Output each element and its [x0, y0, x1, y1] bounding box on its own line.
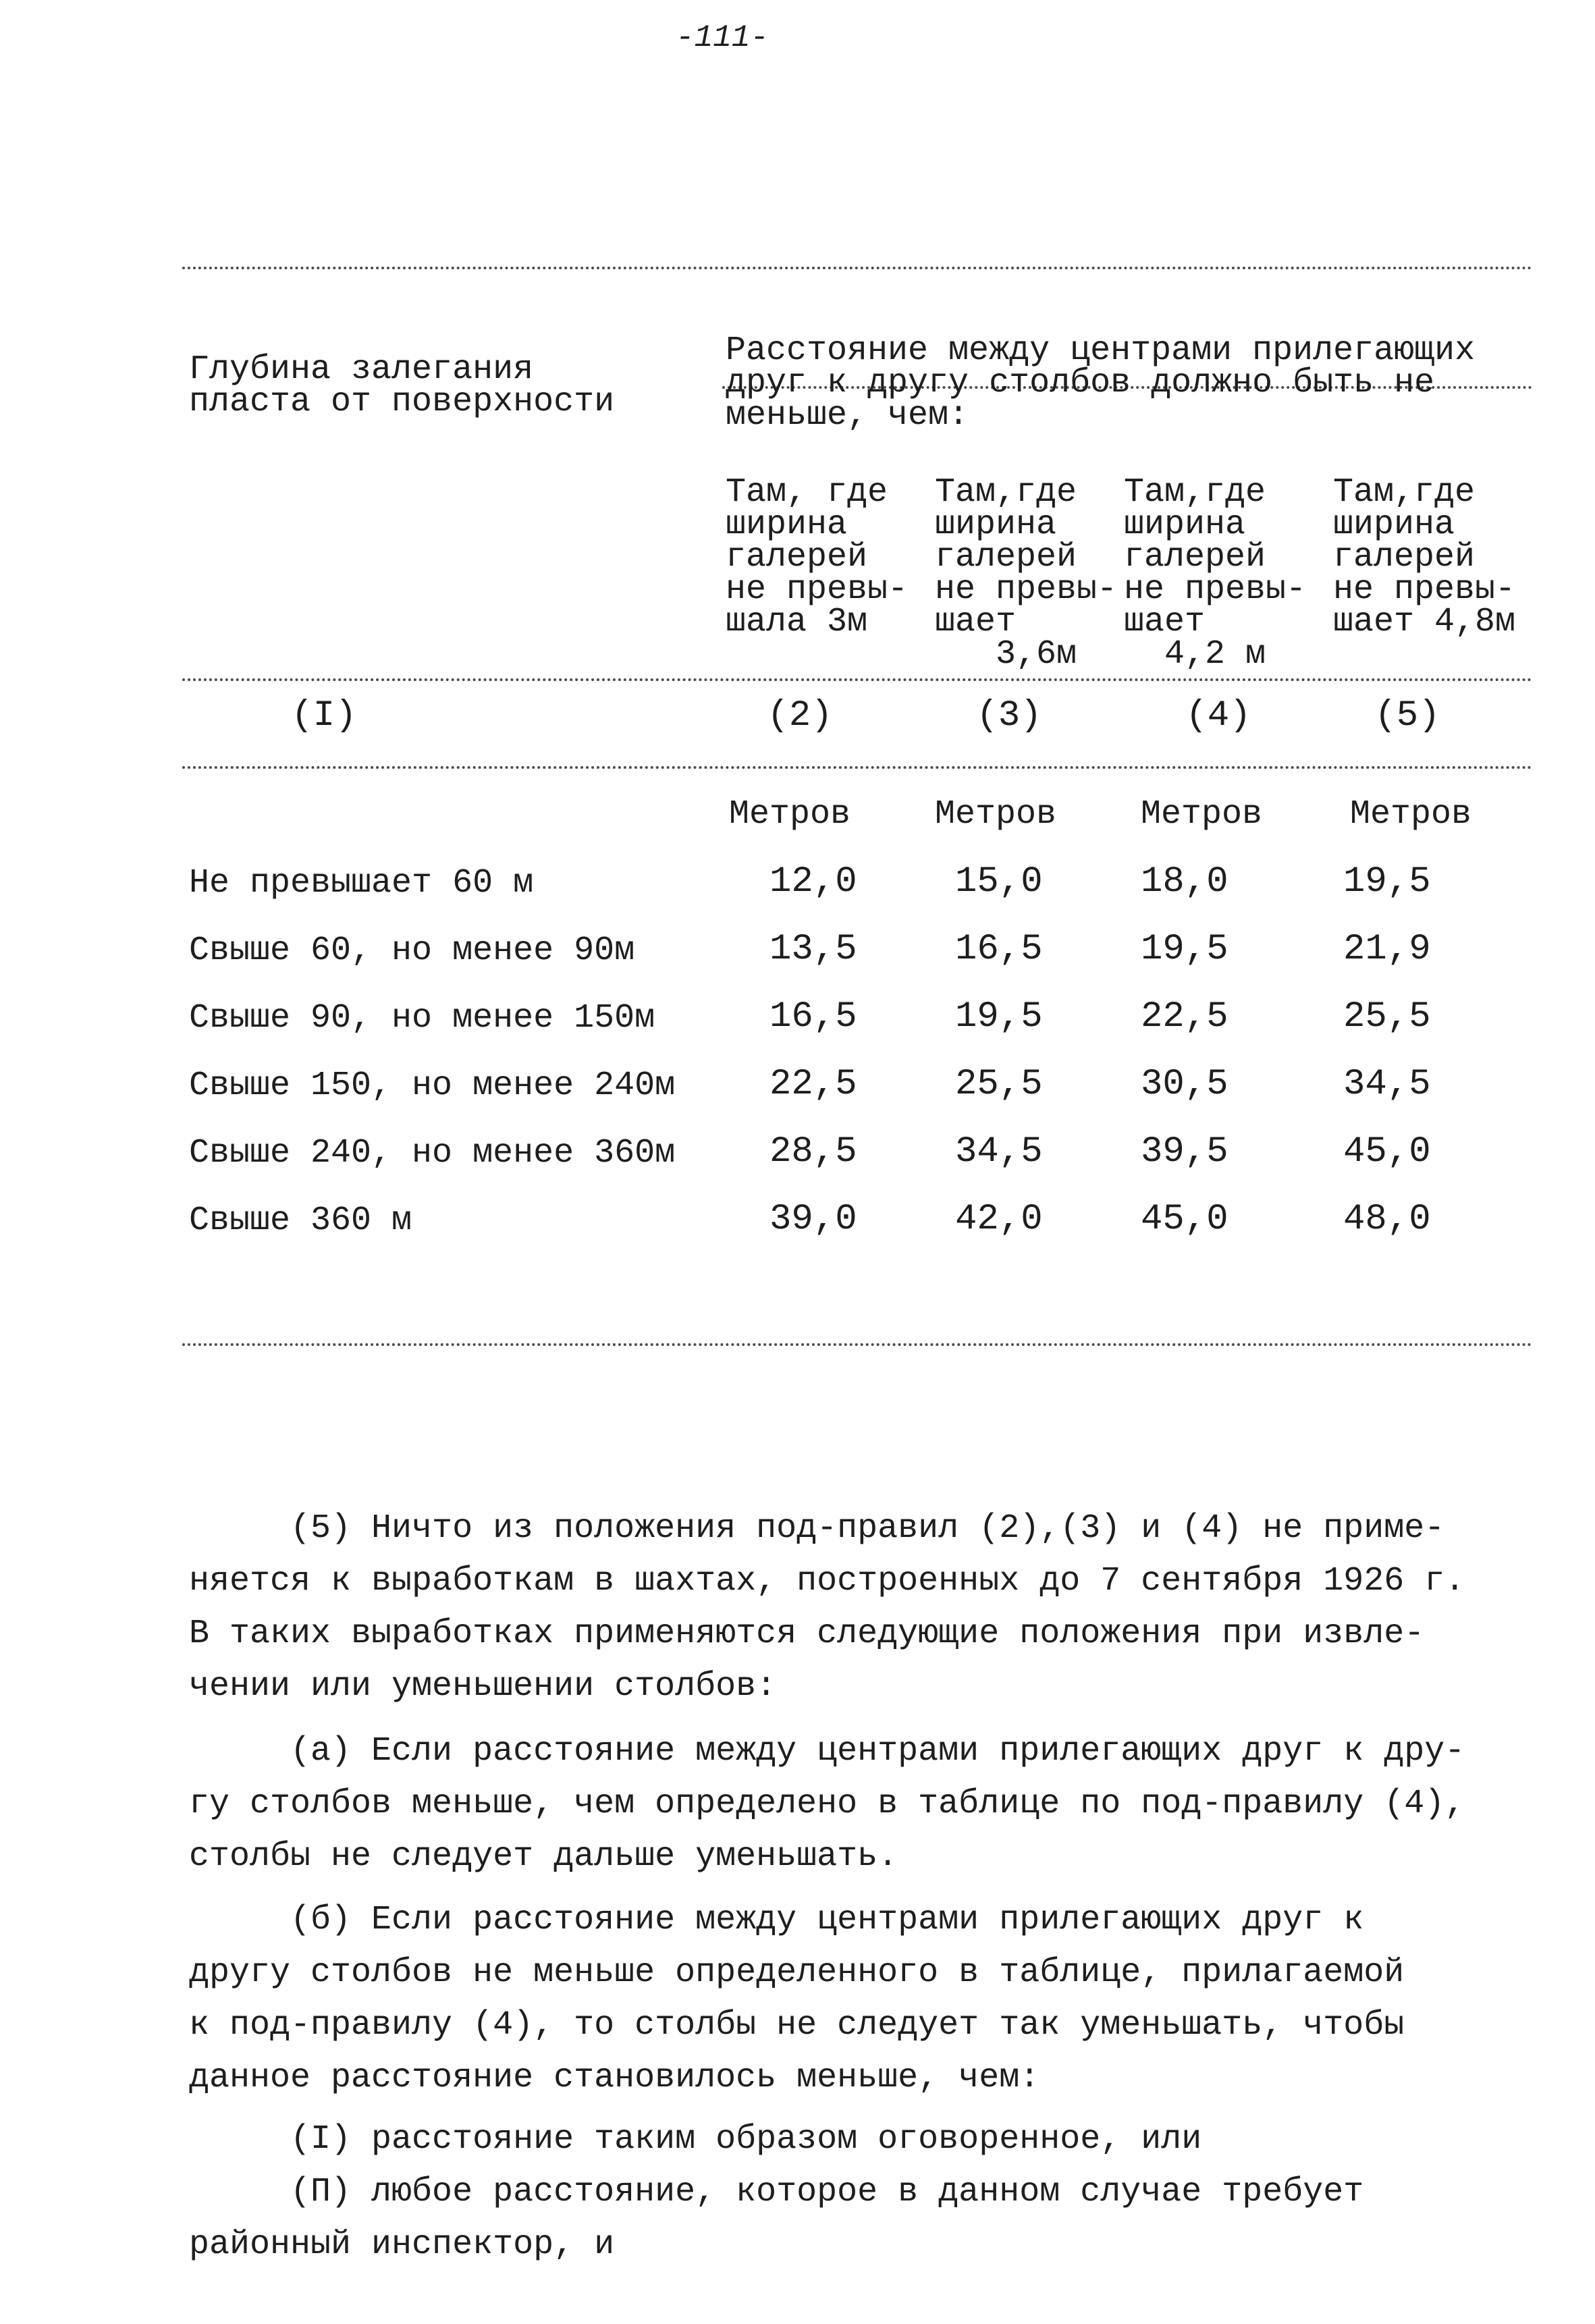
page-number: -111- — [675, 20, 769, 55]
column-number-5: (5) — [1374, 695, 1440, 736]
value-col2: 13,5 — [769, 929, 857, 970]
table-top-rule — [182, 267, 1532, 269]
table-bottom-rule — [182, 1343, 1532, 1346]
row-label: Свыше 240, но менее 360м — [189, 1134, 676, 1172]
value-col2: 16,5 — [769, 996, 857, 1037]
value-col4: 39,5 — [1141, 1131, 1228, 1172]
row-label: Свыше 60, но менее 90м — [189, 931, 635, 970]
value-col3: 15,0 — [955, 861, 1043, 902]
subheader-col2: Там, где ширина галерей не превы- шала 3м — [726, 473, 909, 641]
paragraph-sub-items: (I) расстояние таким образом оговоренное, или (П) любое расстояние, которое в данном случае требует районный инспектор, и — [189, 2120, 1364, 2264]
value-col4: 45,0 — [1141, 1199, 1228, 1240]
value-col5: 45,0 — [1343, 1131, 1431, 1172]
column-number-3: (3) — [976, 695, 1042, 736]
paragraph-b: (б) Если расстояние между центрами прилегающих друг к другу столбов не меньше определенного в таблице, прилагаемой к под-правилу (4), то столбы не следует так уменьшать, чтобы данное расстояние становилось меньше, чем: — [189, 1901, 1405, 2097]
value-col2: 28,5 — [769, 1131, 857, 1172]
value-col3: 19,5 — [955, 996, 1043, 1037]
subheader-col3: Там,где ширина галерей не превы- шает 3,6м — [935, 473, 1118, 674]
value-col3: 25,5 — [955, 1064, 1043, 1105]
subheader-col5: Там,где ширина галерей не превы- шает 4,8м — [1333, 473, 1516, 641]
depth-column-header: Глубина залегания пласта от поверхности — [189, 350, 615, 421]
value-col3: 16,5 — [955, 929, 1043, 970]
column-number-2: (2) — [767, 695, 833, 736]
subheader-col4: Там,где ширина галерей не превы- шает 4,2 м — [1124, 473, 1307, 674]
value-col5: 48,0 — [1343, 1199, 1431, 1240]
value-col5: 21,9 — [1343, 929, 1431, 970]
row-label: Свыше 90, но менее 150м — [189, 999, 655, 1037]
row-label: Не превышает 60 м — [189, 864, 534, 902]
table-colnum-rule — [182, 766, 1532, 769]
value-col5: 34,5 — [1343, 1064, 1431, 1105]
value-col2: 12,0 — [769, 861, 857, 902]
value-col5: 25,5 — [1343, 996, 1431, 1037]
unit-label-col3: Метров — [935, 795, 1057, 834]
row-label: Свыше 150, но менее 240м — [189, 1066, 676, 1105]
value-col5: 19,5 — [1343, 861, 1431, 902]
value-col3: 34,5 — [955, 1131, 1043, 1172]
distance-group-header: Расстояние между центрами прилегающих друг к другу столбов должно быть не меньше, чем: — [726, 331, 1476, 435]
value-col2: 22,5 — [769, 1064, 857, 1105]
unit-label-col2: Метров — [729, 795, 851, 834]
row-label: Свыше 360 м — [189, 1201, 412, 1240]
column-number-1: (I) — [291, 695, 357, 736]
column-number-4: (4) — [1185, 695, 1251, 736]
value-col3: 42,0 — [955, 1199, 1043, 1240]
value-col2: 39,0 — [769, 1199, 857, 1240]
value-col4: 22,5 — [1141, 996, 1228, 1037]
unit-label-col5: Метров — [1350, 795, 1472, 834]
value-col4: 19,5 — [1141, 929, 1228, 970]
value-col4: 30,5 — [1141, 1064, 1228, 1105]
value-col4: 18,0 — [1141, 861, 1228, 902]
paragraph-5: (5) Ничто из положения под-правил (2),(3) и (4) не приме- няется к выработкам в шахтах, построенных до 7 сентября 1926 г. В таких выработках применяются следующие положения при извле- чении или уменьшении столбов: — [189, 1509, 1465, 1706]
unit-label-col4: Метров — [1141, 795, 1263, 834]
paragraph-a: (а) Если расстояние между центрами прилегающих друг к дру- гу столбов меньше, чем определено в таблице по под-правилу (4), столбы не следует дальше уменьшать. — [189, 1732, 1465, 1876]
table-header-rule — [182, 678, 1532, 681]
